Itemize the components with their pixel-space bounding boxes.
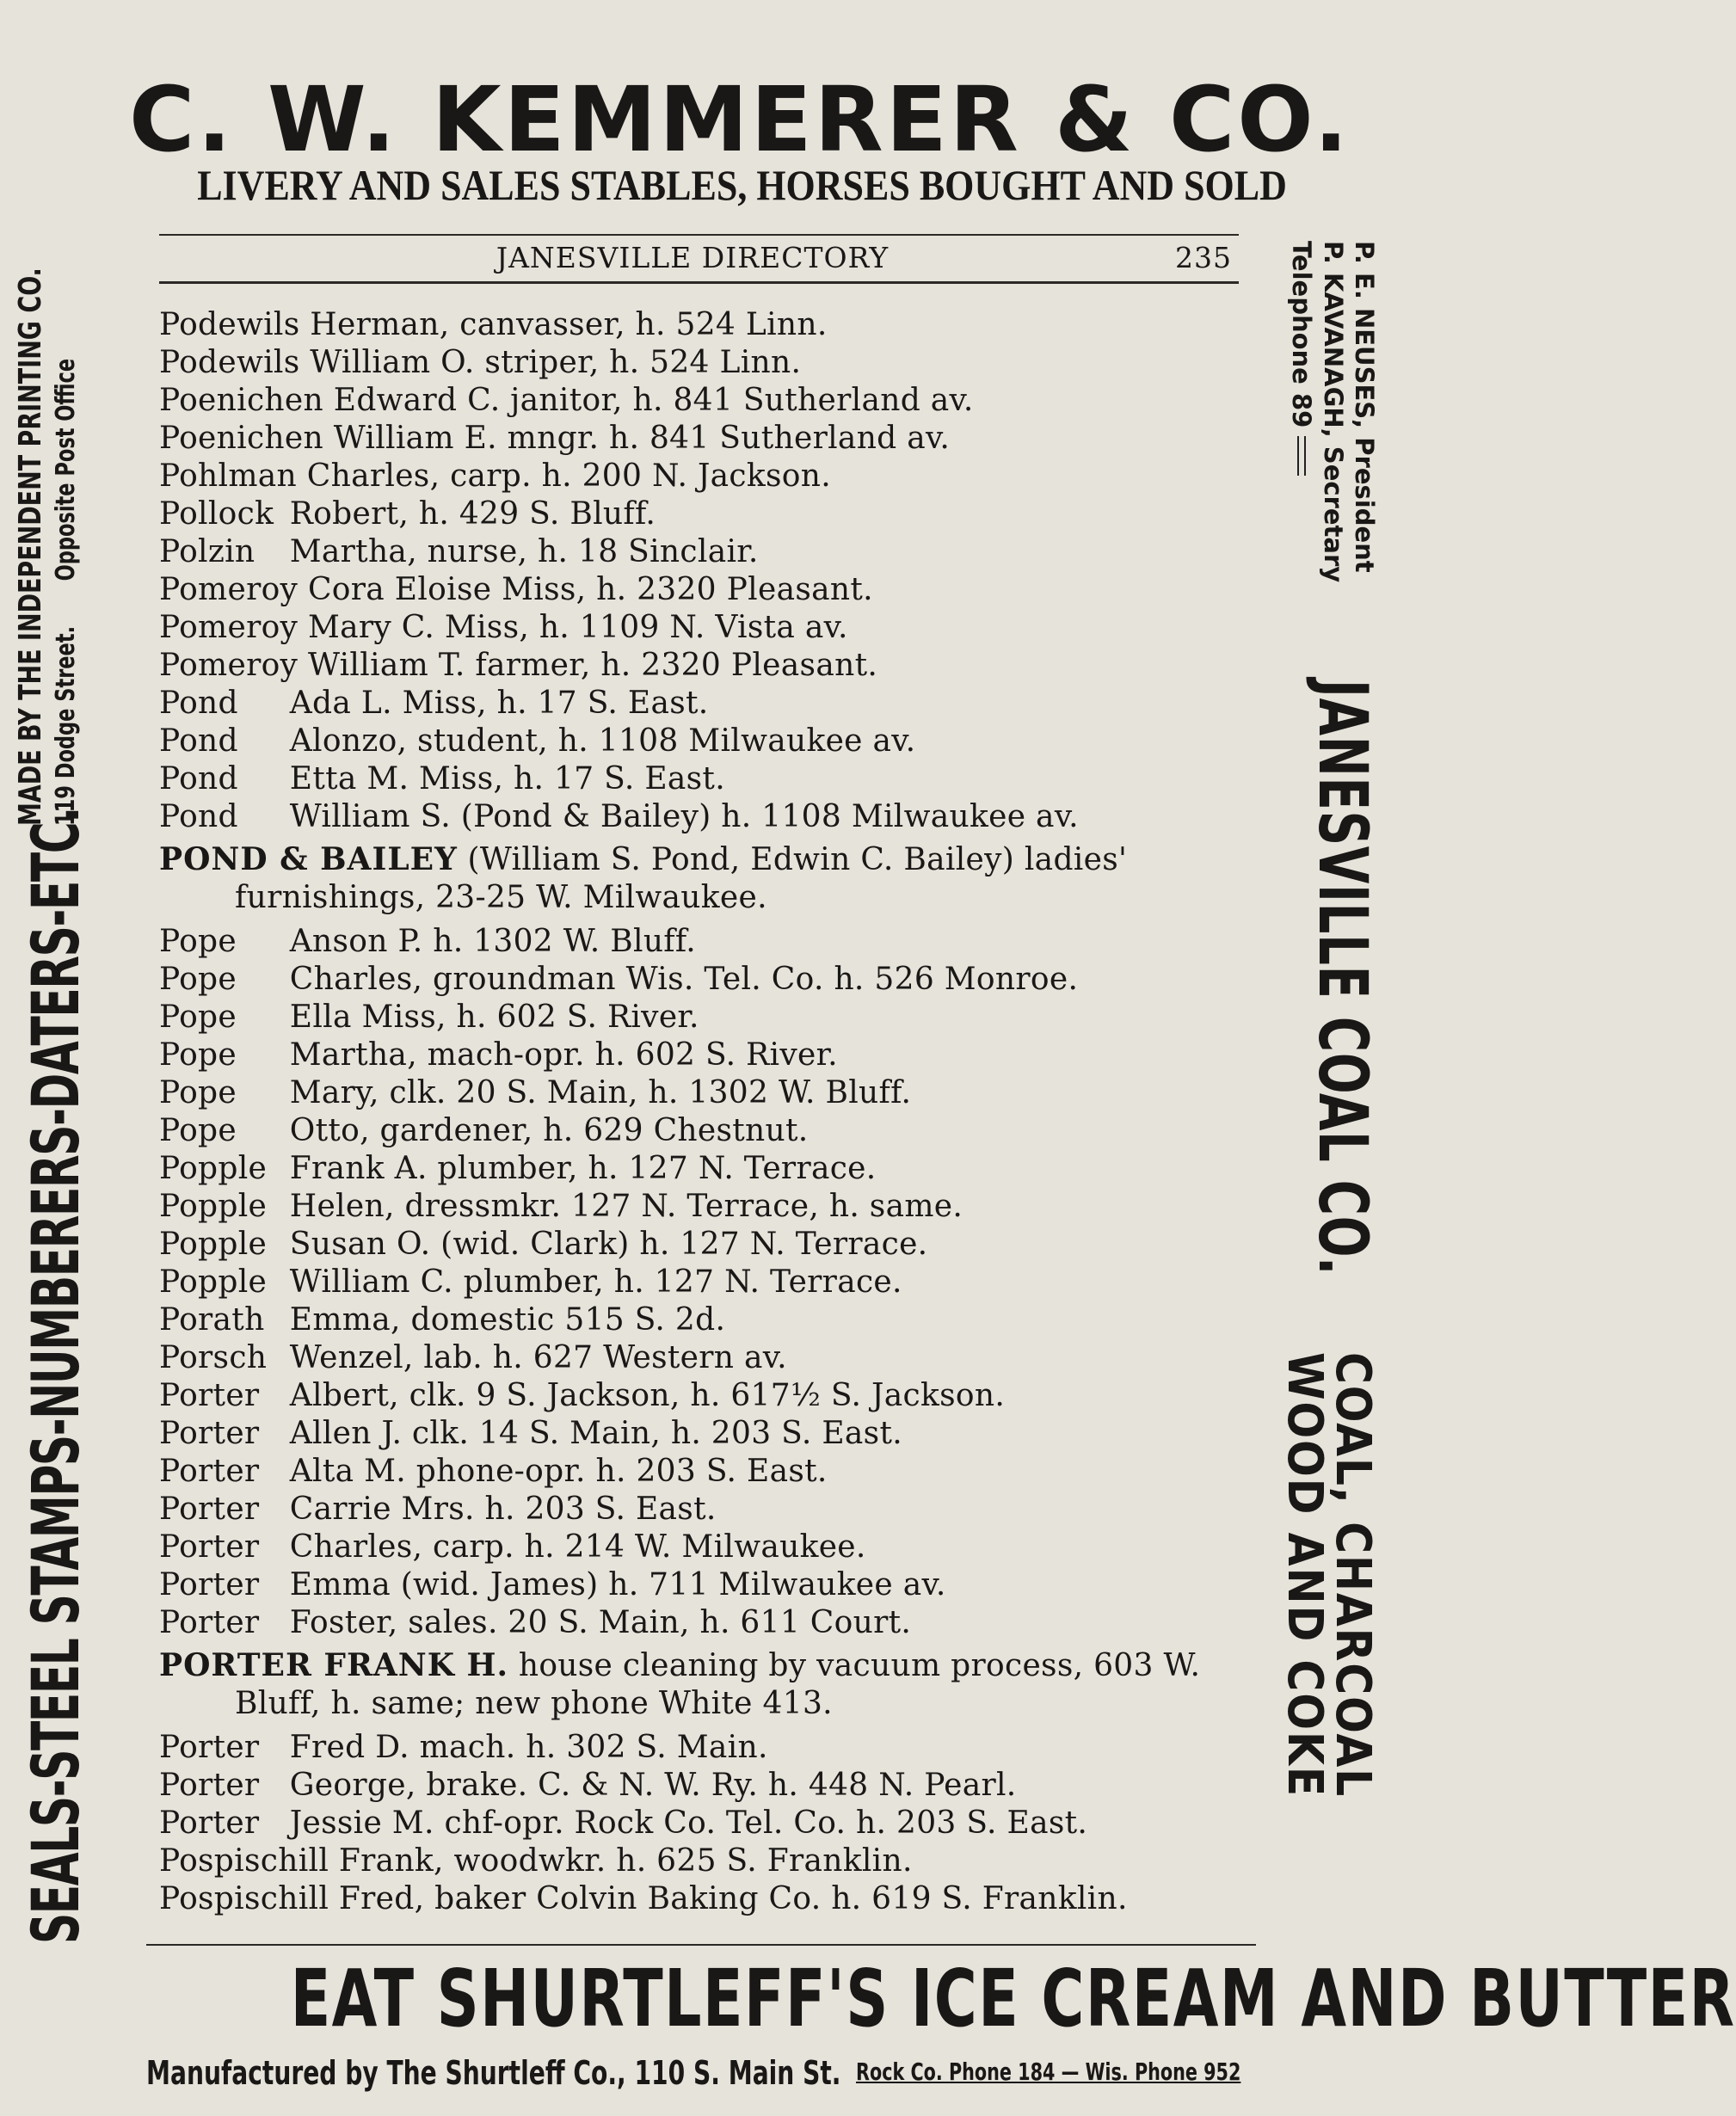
right-ad-telephone: Telephone 89 — [1287, 241, 1316, 428]
directory-entry — [159, 1264, 1247, 1301]
directory-entry — [159, 533, 1247, 571]
directory-entry — [159, 1415, 1247, 1453]
entry-details: William S. (Pond & Bailey) h. 1108 Milwaukee av. — [289, 799, 1079, 834]
top-rule — [159, 234, 1239, 236]
directory-entry — [159, 382, 1247, 420]
entry-details: William O. striper, h. 524 Linn. — [310, 345, 802, 380]
directory-entry — [159, 647, 1247, 685]
directory-entry — [159, 420, 1247, 458]
directory-entries — [159, 306, 1247, 1918]
entry-surname: Pond — [159, 723, 238, 759]
entry-surname: Podewils — [159, 307, 300, 342]
right-ad-telephone-row — [1287, 241, 1316, 654]
entry-details: Emma (wid. James) h. 711 Milwaukee av. — [289, 1567, 946, 1602]
entry-details: Robert, h. 429 S. Bluff. — [289, 496, 656, 532]
entry-surname: Porter — [159, 1567, 260, 1602]
left-ad-side-text — [14, 268, 80, 826]
entry-surname: Pospischill — [159, 1881, 329, 1916]
entry-details: Charles, carp. h. 200 N. Jackson. — [306, 458, 831, 494]
directory-entry — [159, 1453, 1247, 1491]
entry-details: Wenzel, lab. h. 627 Western av. — [289, 1340, 787, 1375]
entry-surname: Pope — [159, 1075, 237, 1110]
right-ad-president: P. E. NEUSES, President — [1350, 241, 1379, 573]
entry-surname: Poenichen — [159, 421, 323, 456]
bottom-ad-maker: Manufactured by The Shurtleff Co., 110 S. Main St. — [146, 2054, 841, 2092]
directory-entry — [159, 1566, 1247, 1604]
right-ad-secretary: P. KAVANAGH, Secretary — [1319, 241, 1348, 583]
entry-surname: Pomeroy — [159, 648, 299, 683]
page-header-title: JANESVILLE DIRECTORY — [496, 241, 890, 274]
page-number: 235 — [1175, 241, 1232, 274]
bottom-ad-title: EAT SHURTLEFF'S ICE CREAM AND BUTTER — [290, 1953, 1736, 2045]
bottom-ad-phones: Rock Co. Phone 184 — Wis. Phone 952 — [856, 2058, 1241, 2086]
entry-surname: Pope — [159, 1000, 237, 1035]
directory-entry — [159, 685, 1247, 723]
entry-surname: Pospischill — [159, 1843, 329, 1879]
entry-details: Fred, baker Colvin Baking Co. h. 619 S. Franklin. — [338, 1881, 1128, 1916]
left-vertical-ad — [13, 232, 95, 1944]
entry-surname: Porsch — [159, 1340, 268, 1375]
directory-entry — [159, 798, 1247, 836]
directory-entry — [159, 1036, 1247, 1074]
entry-details: Jessie M. chf-opr. Rock Co. Tel. Co. h. 203 S. East. — [289, 1805, 1088, 1841]
entry-surname: Porter — [159, 1492, 260, 1527]
entry-details: (William S. Pond, Edwin C. Bailey) ladies' furnishings, 23-25 W. Milwaukee. — [235, 842, 1128, 915]
directory-entry — [159, 1339, 1247, 1377]
right-ad-officers — [1318, 241, 1380, 582]
directory-entry — [159, 999, 1247, 1036]
entry-details: Ada L. Miss, h. 17 S. East. — [289, 686, 709, 721]
entry-details: William E. mngr. h. 841 Sutherland av. — [333, 421, 951, 456]
entry-details: Susan O. (wid. Clark) h. 127 N. Terrace. — [289, 1227, 928, 1262]
entry-surname: Poenichen — [159, 383, 323, 418]
entry-surname: Porath — [159, 1302, 265, 1338]
directory-firm-entry — [159, 840, 1247, 917]
right-ad-company: JANESVILLE COAL CO. — [1303, 680, 1381, 1276]
top-ad-subtitle: LIVERY AND SALES STABLES, HORSES BOUGHT AND SOLD — [197, 161, 1287, 209]
entry-surname: Popple — [159, 1189, 268, 1224]
entry-surname: Porter — [159, 1805, 260, 1841]
directory-entry — [159, 1842, 1247, 1880]
left-ad-maker: MADE BY THE INDEPENDENT PRINTING CO. — [13, 268, 48, 826]
directory-entry — [159, 1729, 1247, 1767]
directory-entry — [159, 1529, 1247, 1566]
entry-surname: Popple — [159, 1264, 268, 1300]
entry-surname: Pomeroy — [159, 572, 299, 607]
entry-details: Mary C. Miss, h. 1109 N. Vista av. — [307, 610, 848, 645]
directory-entry — [159, 923, 1247, 961]
right-ad-telephone-rule — [1297, 436, 1306, 476]
entry-surname: Pond — [159, 799, 238, 834]
directory-entry — [159, 1226, 1247, 1264]
entry-details: Frank, woodwkr. h. 625 S. Franklin. — [338, 1843, 913, 1879]
directory-entry — [159, 344, 1247, 382]
entry-surname: Porter — [159, 1416, 260, 1451]
entry-surname: Popple — [159, 1151, 268, 1186]
directory-entry — [159, 1377, 1247, 1415]
directory-entry — [159, 760, 1247, 798]
right-ad-line1: COAL, CHARCOAL — [1325, 1352, 1381, 1799]
entry-surname: Pond — [159, 761, 238, 797]
entry-details: Emma, domestic 515 S. 2d. — [289, 1302, 726, 1338]
entry-details: Helen, dressmkr. 127 N. Terrace, h. same. — [289, 1189, 963, 1224]
entry-details: George, brake. C. & N. W. Ry. h. 448 N. Pearl. — [289, 1768, 1017, 1803]
right-ad-products — [1277, 1352, 1381, 1799]
entry-firm-name: POND & BAILEY — [159, 841, 458, 877]
entry-details: Albert, clk. 9 S. Jackson, h. 617½ S. Jackson. — [289, 1378, 1006, 1413]
entry-surname: Pond — [159, 686, 238, 721]
directory-entry — [159, 723, 1247, 760]
entry-surname: Porter — [159, 1529, 260, 1565]
left-ad-main-text: SEALS-STEEL STAMPS-NUMBERERS-DATERS-ETC. — [17, 807, 94, 1944]
entry-details: Etta M. Miss, h. 17 S. East. — [289, 761, 725, 797]
entry-details: Otto, gardener, h. 629 Chestnut. — [289, 1113, 809, 1148]
directory-firm-entry — [159, 1646, 1247, 1723]
entry-details: Charles, carp. h. 214 W. Milwaukee. — [289, 1529, 866, 1565]
entry-details: Fred D. mach. h. 302 S. Main. — [289, 1730, 768, 1765]
entry-surname: Pope — [159, 962, 237, 997]
bottom-rule — [146, 1944, 1256, 1946]
right-ad-line2: WOOD AND COKE — [1277, 1352, 1333, 1798]
entry-surname: Polzin — [159, 534, 255, 569]
entry-firm-name: PORTER FRANK H. — [159, 1647, 509, 1683]
directory-entry — [159, 1604, 1247, 1642]
entry-details: Carrie Mrs. h. 203 S. East. — [289, 1492, 717, 1527]
directory-entry — [159, 1188, 1247, 1226]
left-ad-location: Opposite Post Office — [50, 358, 81, 581]
entry-surname: Pope — [159, 924, 237, 959]
entry-details: William T. farmer, h. 2320 Pleasant. — [307, 648, 878, 683]
entry-surname: Porter — [159, 1768, 260, 1803]
entry-surname: Porter — [159, 1730, 260, 1765]
entry-surname: Podewils — [159, 345, 300, 380]
left-ad-address: 119 Dodge Street. — [50, 625, 81, 826]
directory-entry — [159, 609, 1247, 647]
directory-entry — [159, 1150, 1247, 1188]
directory-entry — [159, 571, 1247, 609]
entry-details: Allen J. clk. 14 S. Main, h. 203 S. East. — [289, 1416, 902, 1451]
entry-details: Charles, groundman Wis. Tel. Co. h. 526 Monroe. — [289, 962, 1079, 997]
entry-details: Edward C. janitor, h. 841 Sutherland av. — [333, 383, 974, 418]
directory-entry — [159, 961, 1247, 999]
entry-details: William C. plumber, h. 127 N. Terrace. — [289, 1264, 902, 1300]
directory-entry — [159, 1074, 1247, 1112]
entry-surname: Porter — [159, 1378, 260, 1413]
entry-details: Ella Miss, h. 602 S. River. — [289, 1000, 699, 1035]
entry-details: Alonzo, student, h. 1108 Milwaukee av. — [289, 723, 916, 759]
directory-entry — [159, 1767, 1247, 1805]
entry-surname: Pomeroy — [159, 610, 299, 645]
directory-entry — [159, 495, 1247, 533]
directory-entry — [159, 458, 1247, 495]
entry-details: Anson P. h. 1302 W. Bluff. — [289, 924, 697, 959]
entry-surname: Pollock — [159, 496, 274, 532]
entry-details: Martha, mach-opr. h. 602 S. River. — [289, 1037, 838, 1073]
entry-details: Cora Eloise Miss, h. 2320 Pleasant. — [307, 572, 873, 607]
entry-details: house cleaning by vacuum process, 603 W. Bluff, h. same; new phone White 413. — [235, 1648, 1201, 1721]
header-rule — [159, 281, 1239, 284]
directory-entry — [159, 1112, 1247, 1150]
top-ad-title: C. W. KEMMERER & CO. — [129, 67, 1351, 172]
entry-surname: Porter — [159, 1454, 260, 1489]
entry-details: Frank A. plumber, h. 127 N. Terrace. — [289, 1151, 877, 1186]
directory-entry — [159, 1301, 1247, 1339]
entry-details: Martha, nurse, h. 18 Sinclair. — [289, 534, 759, 569]
entry-surname: Pope — [159, 1113, 237, 1148]
entry-details: Alta M. phone-opr. h. 203 S. East. — [289, 1454, 828, 1489]
entry-surname: Porter — [159, 1605, 260, 1640]
directory-entry — [159, 1805, 1247, 1842]
entry-details: Mary, clk. 20 S. Main, h. 1302 W. Bluff. — [289, 1075, 912, 1110]
entry-surname: Pohlman — [159, 458, 298, 494]
entry-surname: Popple — [159, 1227, 268, 1262]
entry-details: Foster, sales. 20 S. Main, h. 611 Court. — [289, 1605, 912, 1640]
directory-entry — [159, 1491, 1247, 1529]
left-ad-address-line — [52, 268, 80, 826]
entry-details: Herman, canvasser, h. 524 Linn. — [310, 307, 828, 342]
entry-surname: Pope — [159, 1037, 237, 1073]
directory-entry — [159, 1880, 1247, 1918]
directory-entry — [159, 306, 1247, 344]
